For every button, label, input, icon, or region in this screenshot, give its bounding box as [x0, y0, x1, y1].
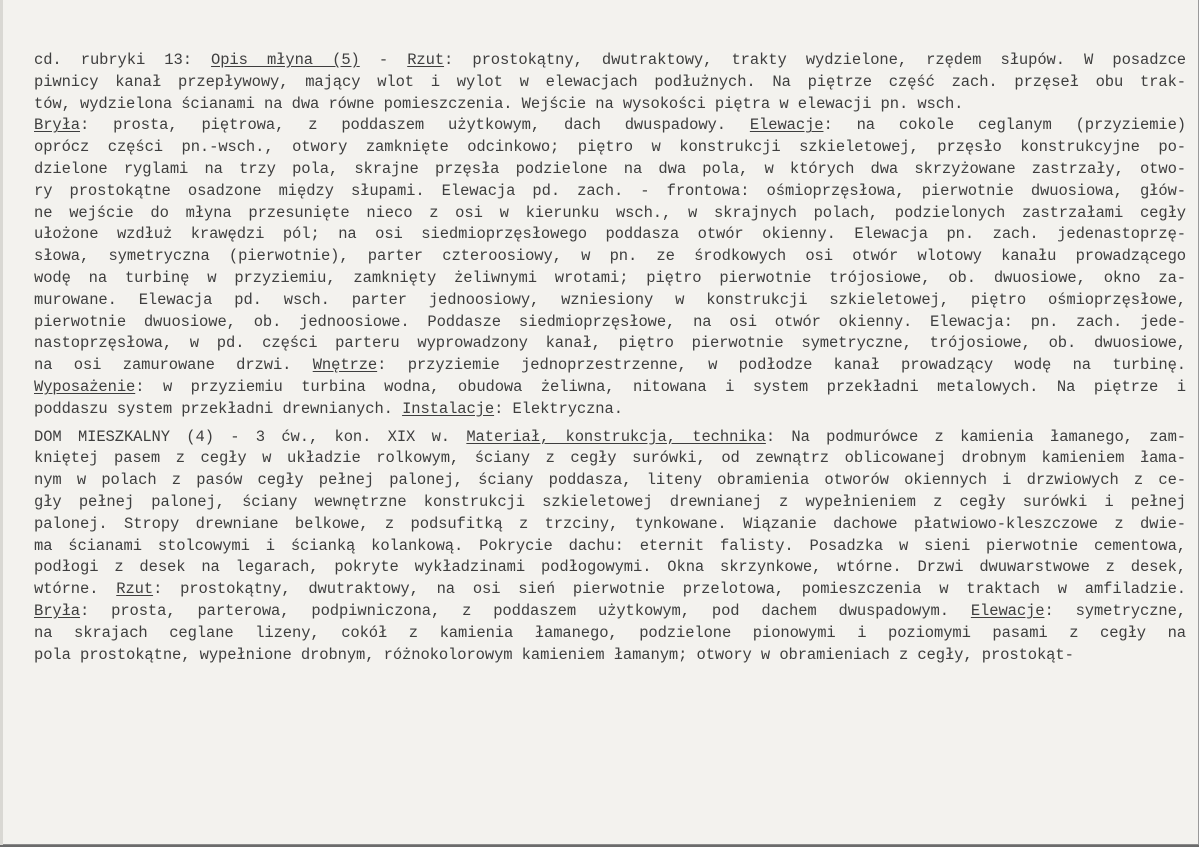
text-line: [34, 115, 1186, 137]
text-line: [34, 514, 1186, 536]
text-run: : Elektryczna.: [494, 399, 623, 418]
text-line: [34, 645, 1186, 667]
text-line: [34, 333, 1186, 355]
section-heading: Wnętrze: [312, 356, 378, 375]
section-heading: Bryła: [34, 116, 81, 135]
text-run: : prosta, piętrowa, z poddaszem użytkowym, dach dwuspadowy.: [80, 116, 750, 135]
section-heading: Wyposażenie: [34, 377, 136, 396]
text-line: [34, 312, 1186, 334]
text-run: podłogi z desek na legarach, pokryte wykładzinami podłogowymi. Okna skrzynkowe, wtórne. Drzwi dwuwarstwowe z desek,: [34, 558, 1186, 577]
text-run: wodę na turbinę w przyziemiu, zamknięty żeliwnymi wrotami; piętro pierwotnie trójosiowe, ob. dwuosiowe, okno za-: [34, 268, 1186, 287]
text-line: [34, 492, 1186, 514]
text-run: słowa, symetryczna (pierwotnie), parter czteroosiowy, w pn. ze środkowych osi otwór wlotowy kanału prowadzącego: [34, 247, 1186, 266]
text-line: [34, 159, 1186, 181]
text-run: -: [359, 51, 408, 69]
text-line: [34, 536, 1186, 558]
text-run: ry prostokątne osadzone między słupami. Elewacja pd. zach. - frontowa: ośmioprzęsłowa, pierwotnie dwuosiowa, głów-: [34, 181, 1186, 200]
text-run: : na cokole ceglanym (przyziemie): [823, 116, 1186, 135]
text-run: na osi zamurowane drzwi.: [34, 356, 313, 375]
section-heading: Elewacje: [749, 116, 824, 135]
text-run: tów, wydzielona ścianami na dwa równe pomieszczenia. Wejście na wysokości piętra w elewacji pn. wsch.: [34, 94, 964, 113]
text-line: [34, 72, 1186, 94]
text-line: [34, 203, 1186, 225]
text-line: [34, 50, 1186, 72]
document-text: [34, 50, 1186, 666]
text-line: [34, 470, 1186, 492]
text-line: [34, 557, 1186, 579]
text-run: ułożone wzdłuż krawędzi pól; na osi siedmioprzęsłowego poddasza otwór okienny. Elewacja pn. zach. jedenastoprzę-: [34, 225, 1186, 244]
section-heading: Elewacje: [970, 601, 1045, 620]
text-run: poddaszu system przekładni drewnianych.: [34, 399, 403, 418]
text-line: [34, 427, 1186, 449]
text-run: wtórne.: [34, 580, 117, 599]
text-line: [34, 268, 1186, 290]
text-run: cd. rubryki 13:: [34, 51, 212, 69]
section-heading: Materiał, konstrukcja, technika: [466, 427, 766, 446]
section-heading: Bryła: [34, 601, 81, 620]
text-line: [34, 224, 1186, 246]
text-run: nastoprzęsłowa, w pd. części parteru wyprowadzony kanał, piętro pierwotnie symetryczne, trójosiowe, ob. dwuosiowe,: [34, 334, 1186, 353]
text-line: [34, 623, 1186, 645]
text-line: [34, 137, 1186, 159]
text-run: : przyziemie jednoprzestrzenne, w podłodze kanał prowadzący wodę na turbinę.: [377, 356, 1186, 375]
text-line: [34, 290, 1186, 312]
section-heading: Rzut: [116, 580, 154, 599]
text-line: [34, 579, 1186, 601]
text-run: kniętej pasem z cegły w układzie rolkowym, ściany z cegły surówki, od zewnątrz oblicowanej drobnym kamieniem łama-: [34, 449, 1186, 468]
text-run: na skrajach ceglane lizeny, cokół z kamienia łamanego, podzielone pionowymi i poziomymi pasami z cegły na: [34, 623, 1186, 642]
text-line: [34, 355, 1186, 377]
text-line: [34, 448, 1186, 470]
text-run: ma ścianami stolcowymi i ścianką kolankową. Pokrycie dachu: eternit falisty. Posadzka w sieni pierwotnie cementowa,: [34, 536, 1186, 555]
section-heading: Opis młyna (5): [211, 51, 360, 69]
text-run: murowane. Elewacja pd. wsch. parter jednoosiowy, wzniesiony w konstrukcji szkieletowej, piętro ośmioprzęsłowe,: [34, 290, 1186, 309]
text-line: [34, 246, 1186, 268]
text-run: piwnicy kanał przepływowy, mający wlot i wylot w elewacjach podłużnych. Na piętrze część zach. przęseł obu trak-: [34, 72, 1186, 91]
text-line: [34, 181, 1186, 203]
text-run: oprócz części pn.-wsch., otwory zamknięte odcinkowo; piętro w konstrukcji szkieletowej, przęsło konstrukcyjne po-: [34, 138, 1186, 157]
text-run: pola prostokątne, wypełnione drobnym, różnokolorowym kamieniem łamanym; otwory w obramieniach z cegły, prostokąt-: [34, 645, 1074, 664]
page-edge: [0, 0, 3, 845]
text-run: palonej. Stropy drewniane belkowe, z podsufitką z trzciny, tynkowane. Wiązanie dachowe płatwiowo-kleszczowe z dwie-: [34, 514, 1186, 533]
text-run: ne wejście do młyna przesunięte nieco z osi w kierunku wsch., w skrajnych polach, podzielonych zastrzałami cegły: [34, 203, 1186, 222]
text-run: : w przyziemiu turbina wodna, obudowa żeliwna, nitowana i system przekładni metalowych. Na piętrze i: [135, 377, 1186, 396]
text-run: dzielone ryglami na trzy pola, skrajne przęsła podzielone na dwa pola, w których dwa skrzyżowane zastrzały, otwo-: [34, 159, 1186, 178]
text-line: [34, 94, 1186, 116]
text-run: pierwotnie dwuosiowe, ob. jednoosiowe. Poddasze siedmioprzęsłowe, na osi otwór okienny. Elewacja: pn. zach. jede-: [34, 312, 1186, 331]
text-run: gły pełnej palonej, ściany wewnętrzne konstrukcji szkieletowej drewnianej z wypełnieniem z cegły surówki i pełnej: [34, 492, 1186, 511]
text-run: : Na podmurówce z kamienia łamanego, zam-: [765, 427, 1186, 446]
section-heading: Instalacje: [402, 399, 495, 418]
text-line: [34, 601, 1186, 623]
section-heading: Rzut: [407, 51, 445, 69]
text-run: : prostokątny, dwutraktowy, trakty wydzielone, rzędem słupów. W posadzce: [444, 51, 1186, 69]
text-run: : prosta, parterowa, podpiwniczona, z poddaszem użytkowym, pod dachem dwuspadowym.: [80, 601, 971, 620]
text-run: nym w polach z pasów cegły pełnej palonej, ściany poddasza, liteny obramienia otworów okiennych i drzwiowych z ce-: [34, 471, 1186, 490]
text-line: [34, 399, 1186, 421]
text-run: DOM MIESZKALNY (4) - 3 ćw., kon. XIX w.: [34, 427, 467, 446]
text-line: [34, 377, 1186, 399]
text-run: : symetryczne,: [1044, 601, 1186, 620]
text-run: : prostokątny, dwutraktowy, na osi sień pierwotnie przelotowa, pomieszczenia w traktach w amfiladzie.: [153, 580, 1186, 599]
